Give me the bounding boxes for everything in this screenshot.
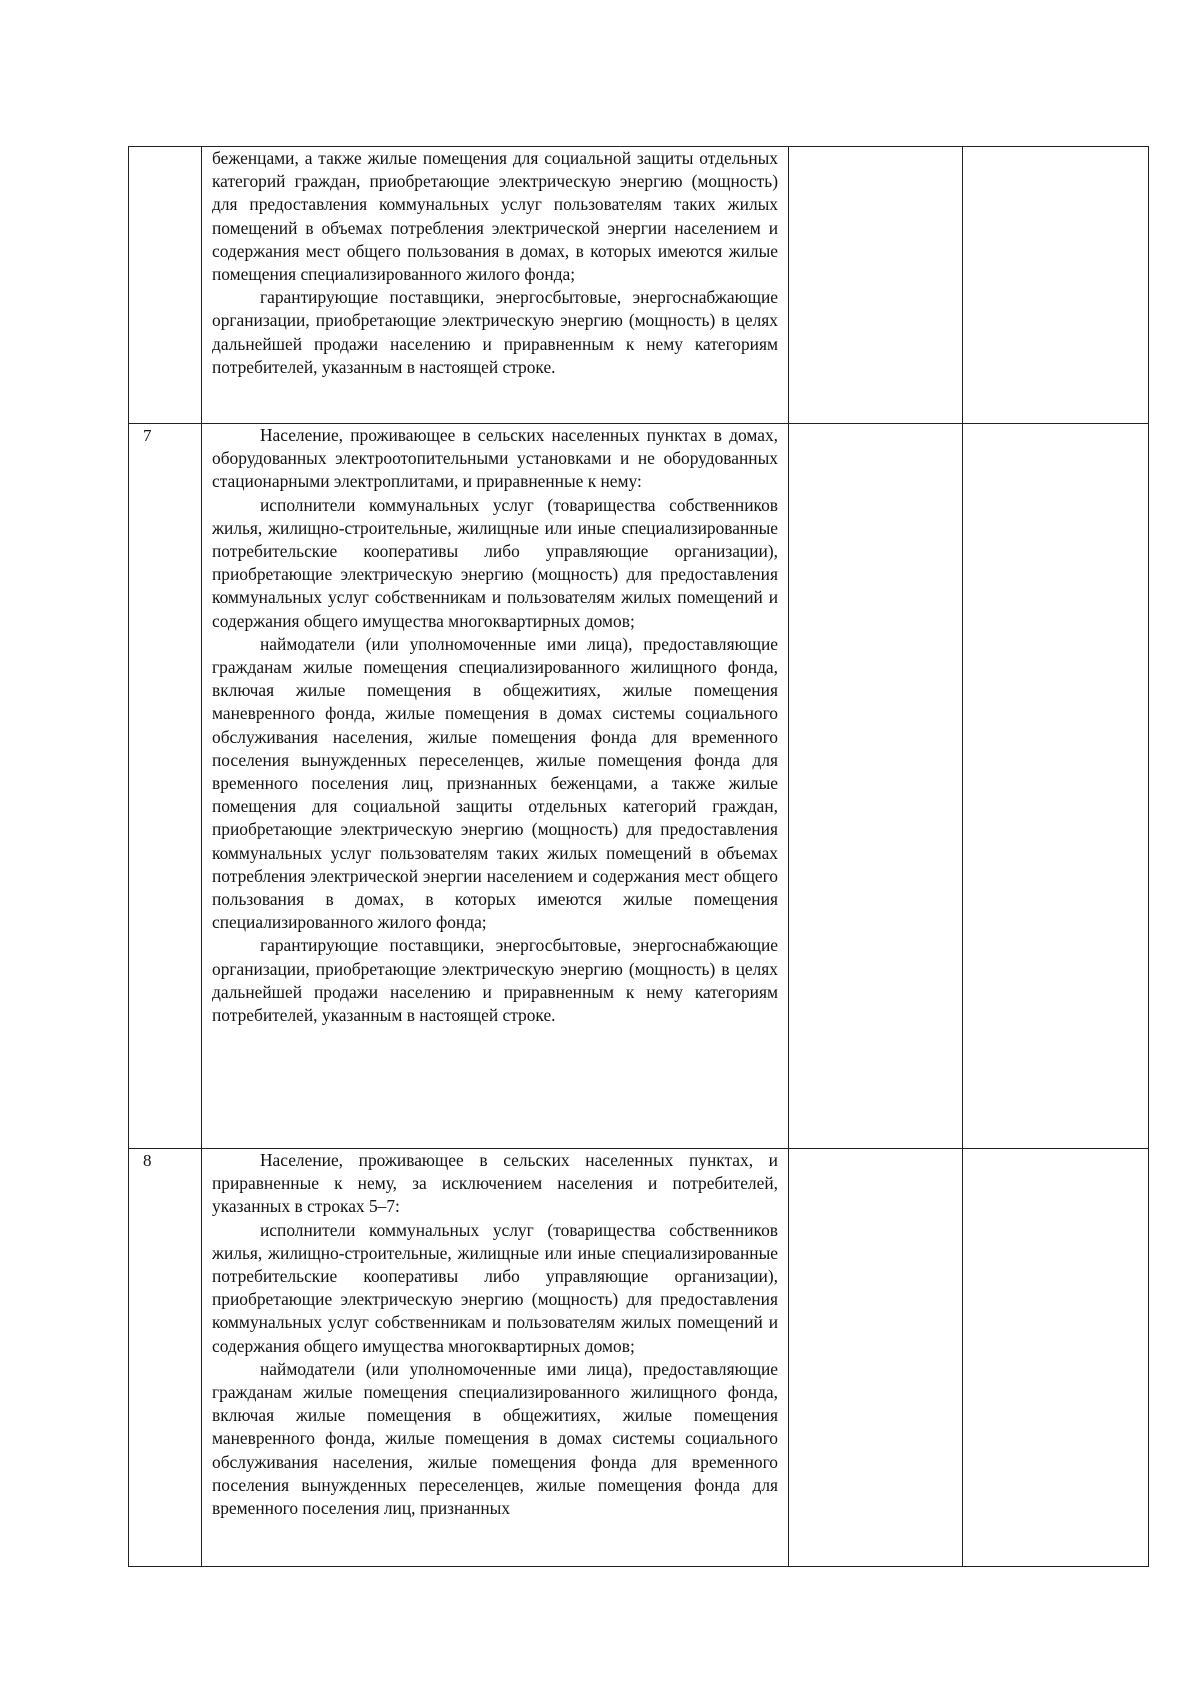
value-cell: [963, 424, 1149, 1149]
paragraph: наймодатели (или уполномоченные ими лица), предоставляющие гражданам жилые помещения специализированного жилищного фонда, включая жилые помещения в общежитиях, жилые помещения маневренного фонда, жилые помещения в домах системы социального обслуживания населения, жилые помещения фонда для временного поселения вынужденных переселенцев, жилые помещения фонда для временного поселения лиц, признанных беженцами, а также жилые помещения для социальной защиты отдельных категорий граждан, приобретающие электрическую энергию (мощность) для предоставления коммунальных услуг пользователям таких жилых помещений в объемах потребления электрической энергии населением и содержания мест общего пользования в домах, в которых имеются жилые помещения специализированного жилого фонда;: [212, 633, 778, 933]
table-row: [129, 424, 1149, 1149]
paragraph: гарантирующие поставщики, энергосбытовые, энергоснабжающие организации, приобретающие электрическую энергию (мощность) в целях дальнейшей продажи населению и приравненным к нему категориям потребителей, указанным в настоящей строке.: [212, 287, 778, 377]
paragraph: беженцами, а также жилые помещения для социальной защиты отдельных категорий граждан, приобретающие электрическую энергию (мощность) для предоставления коммунальных услуг пользователям таких жилых помещений в объемах потребления электрической энергии населением и содержания мест общего пользования в домах, в которых имеются жилые помещения специализированного жилого фонда;: [212, 148, 778, 285]
tariff-table: [128, 146, 1149, 1567]
row-number: 7: [129, 424, 202, 1149]
row-description: [202, 1149, 789, 1567]
row-number: 8: [129, 1149, 202, 1567]
paragraph: исполнители коммунальных услуг (товарищества собственников жилья, жилищно-строительные, жилищные или иные специализированные потребительские кооперативы либо управляющие организации), приобретающие электрическую энергию (мощность) для предоставления коммунальных услуг собственникам и пользователям жилых помещений и содержания общего имущества многоквартирных домов;: [212, 494, 778, 631]
value-cell: [963, 147, 1149, 424]
row-description: [202, 424, 789, 1149]
table-row: [129, 1149, 1149, 1567]
value-cell: [963, 1149, 1149, 1567]
paragraph: исполнители коммунальных услуг (товарищества собственников жилья, жилищно-строительные, жилищные или иные специализированные потребительские кооперативы либо управляющие организации), приобретающие электрическую энергию (мощность) для предоставления коммунальных услуг собственникам и пользователям жилых помещений и содержания общего имущества многоквартирных домов;: [212, 1219, 778, 1356]
paragraph: Население, проживающее в сельских населенных пунктах в домах, оборудованных электроотопительными установками и не оборудованных стационарными электроплитами, и приравненные к нему:: [212, 425, 778, 492]
table-row: [129, 147, 1149, 424]
value-cell: [789, 424, 963, 1149]
value-cell: [789, 147, 963, 424]
row-description: [202, 147, 789, 424]
row-number: [129, 147, 202, 424]
paragraph: Население, проживающее в сельских населенных пунктах, и приравненные к нему, за исключением населения и потребителей, указанных в строках 5–7:: [212, 1150, 778, 1217]
paragraph: гарантирующие поставщики, энергосбытовые, энергоснабжающие организации, приобретающие электрическую энергию (мощность) в целях дальнейшей продажи населению и приравненным к нему категориям потребителей, указанным в настоящей строке.: [212, 935, 778, 1026]
paragraph: наймодатели (или уполномоченные ими лица), предоставляющие гражданам жилые помещения специализированного жилищного фонда, включая жилые помещения в общежитиях, жилые помещения маневренного фонда, жилые помещения в домах системы социального обслуживания населения, жилые помещения фонда для временного поселения вынужденных переселенцев, жилые помещения фонда для временного поселения лиц, признанных: [212, 1358, 778, 1519]
value-cell: [789, 1149, 963, 1567]
